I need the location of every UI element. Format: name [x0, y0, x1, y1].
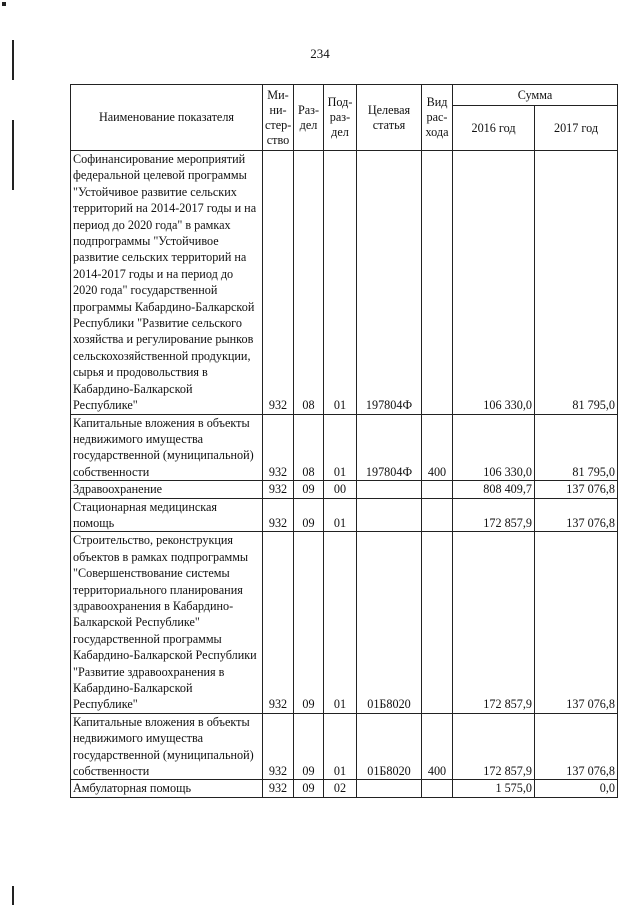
header-year-2017: 2017 год [535, 106, 618, 151]
row-target: 197804Ф [357, 414, 422, 481]
row-sum-2016: 808 409,7 [453, 481, 535, 498]
row-ministry: 932 [263, 498, 294, 532]
row-ministry: 932 [263, 481, 294, 498]
row-subsection: 01 [324, 532, 357, 713]
row-sum-2016: 172 857,9 [453, 713, 535, 780]
table-row [71, 481, 618, 498]
row-name: Амбулаторная помощь [71, 780, 263, 797]
row-name: Капитальные вложения в объекты недвижимого имущества государственной (муниципальной) собственности [71, 713, 263, 780]
row-section: 08 [294, 414, 324, 481]
header-subsection: Под-раз-дел [324, 85, 357, 151]
row-section: 09 [294, 481, 324, 498]
row-expense-type [422, 780, 453, 797]
row-subsection: 01 [324, 498, 357, 532]
row-target: 01Б8020 [357, 713, 422, 780]
row-name: Строительство, реконструкция объектов в рамках подпрограммы "Совершенствование системы территориального планирования здравоохранения в Кабардино-Балкарской Республике" государственной программы Кабардино-Балкарской Республики "Развитие здравоохранения в Кабардино-Балкарской Республике" [71, 532, 263, 713]
budget-table [70, 84, 618, 798]
corner-mark [2, 2, 6, 6]
table-row [71, 532, 618, 713]
row-name: Капитальные вложения в объекты недвижимого имущества государственной (муниципальной) собственности [71, 414, 263, 481]
row-subsection: 02 [324, 780, 357, 797]
row-subsection: 00 [324, 481, 357, 498]
row-ministry: 932 [263, 151, 294, 415]
row-expense-type [422, 151, 453, 415]
table-row [71, 151, 618, 415]
row-target [357, 481, 422, 498]
row-expense-type [422, 481, 453, 498]
row-expense-type [422, 498, 453, 532]
left-edge-mark [12, 40, 14, 80]
row-sum-2016: 106 330,0 [453, 151, 535, 415]
row-subsection: 01 [324, 151, 357, 415]
row-sum-2017: 0,0 [535, 780, 618, 797]
row-section: 08 [294, 151, 324, 415]
row-ministry: 932 [263, 780, 294, 797]
row-sum-2017: 137 076,8 [535, 532, 618, 713]
page-number: 234 [310, 46, 330, 61]
row-ministry: 932 [263, 713, 294, 780]
row-section: 09 [294, 532, 324, 713]
row-section: 09 [294, 498, 324, 532]
row-name: Здравоохранение [71, 481, 263, 498]
table-row [71, 414, 618, 481]
row-section: 09 [294, 780, 324, 797]
row-sum-2017: 81 795,0 [535, 414, 618, 481]
row-name: Стационарная медицинская помощь [71, 498, 263, 532]
row-sum-2016: 106 330,0 [453, 414, 535, 481]
table-row [71, 713, 618, 780]
left-edge-mark [12, 120, 14, 190]
header-name: Наименование показателя [71, 85, 263, 151]
row-sum-2017: 137 076,8 [535, 713, 618, 780]
row-sum-2016: 172 857,9 [453, 498, 535, 532]
header-sum: Сумма [453, 85, 618, 106]
row-expense-type [422, 532, 453, 713]
row-sum-2017: 137 076,8 [535, 481, 618, 498]
row-target [357, 780, 422, 797]
row-ministry: 932 [263, 532, 294, 713]
row-subsection: 01 [324, 713, 357, 780]
header-expense-type: Вид рас-хода [422, 85, 453, 151]
row-ministry: 932 [263, 414, 294, 481]
row-subsection: 01 [324, 414, 357, 481]
header-target: Целевая статья [357, 85, 422, 151]
header-ministry: Ми-ни-стер-ство [263, 85, 294, 151]
row-target [357, 498, 422, 532]
row-target: 01Б8020 [357, 532, 422, 713]
row-target: 197804Ф [357, 151, 422, 415]
row-expense-type: 400 [422, 414, 453, 481]
row-sum-2016: 172 857,9 [453, 532, 535, 713]
row-name: Софинансирование мероприятий федеральной целевой программы "Устойчивое развитие сельских территорий на 2014-2017 годы и на период до 2020 года" в рамках подпрограммы "Устойчивое развитие сельских территорий на 2014-2017 годы и на период до 2020 года" государственной программы Кабардино-Балкарской Республики "Развитие сельского хозяйства и регулирование рынков сельскохозяйственной продукции, сырья и продовольствия в Кабардино-Балкарской Республике" [71, 151, 263, 415]
header-section: Раз-дел [294, 85, 324, 151]
row-expense-type: 400 [422, 713, 453, 780]
table-row [71, 780, 618, 797]
table-row [71, 498, 618, 532]
row-sum-2017: 81 795,0 [535, 151, 618, 415]
row-sum-2017: 137 076,8 [535, 498, 618, 532]
row-sum-2016: 1 575,0 [453, 780, 535, 797]
left-edge-mark [12, 886, 14, 905]
header-year-2016: 2016 год [453, 106, 535, 151]
row-section: 09 [294, 713, 324, 780]
